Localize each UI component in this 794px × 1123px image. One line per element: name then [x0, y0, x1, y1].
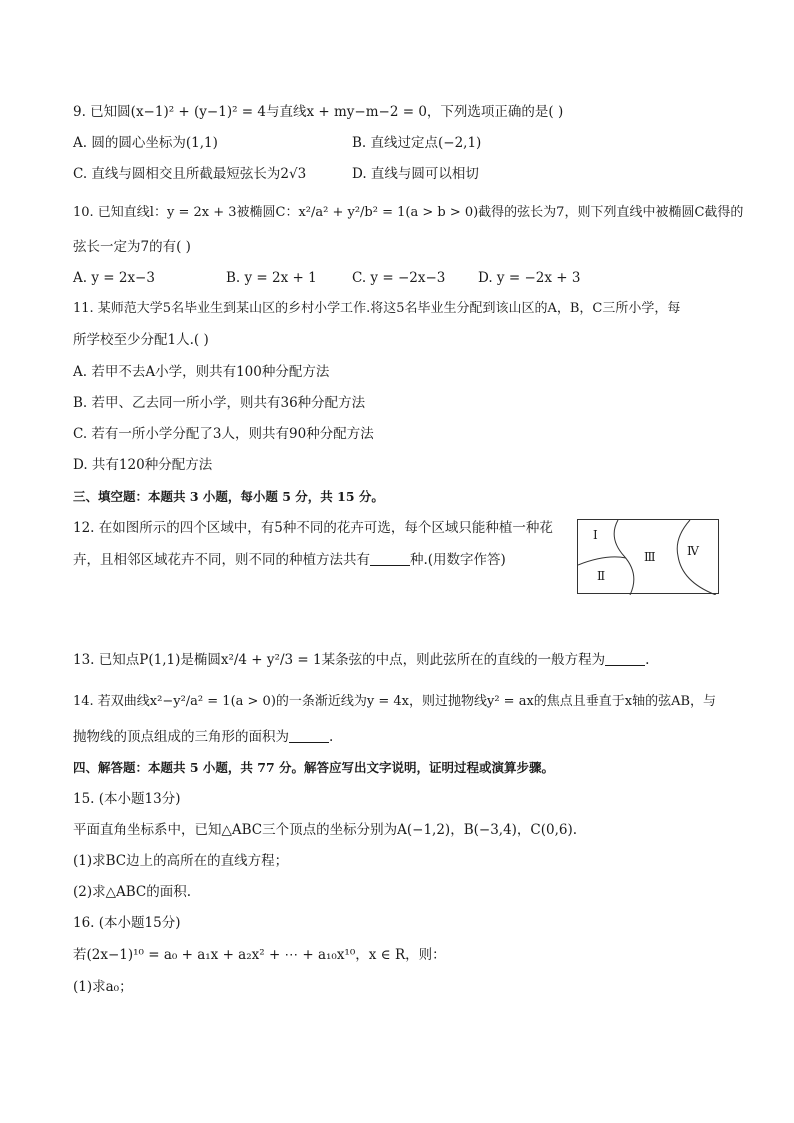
q11-stem-line1: 11. 某师范大学5名毕业生到某山区的乡村小学工作.将这5名毕业生分配到该山区的A，B，C三所小学，每 [73, 301, 681, 316]
q9-option-a: A. 圆的圆心坐标为(1,1) [73, 135, 218, 151]
q12-answer-blank [370, 551, 410, 566]
q15-part-1: (1)求BC边上的高所在的直线方程； [73, 853, 289, 869]
q11-option-b: B. 若甲、乙去同一所小学，则共有36种分配方法 [73, 395, 366, 411]
q10-option-c: C. y = −2x−3 [352, 270, 446, 286]
q11-option-c: C. 若有一所小学分配了3人，则共有90种分配方法 [73, 426, 374, 442]
region-label-1: Ⅰ [593, 528, 598, 542]
q11-stem-line2: 所学校至少分配1人.( ) [73, 332, 209, 348]
q10-option-d: D. y = −2x + 3 [478, 270, 581, 286]
q9-option-d: D. 直线与圆可以相切 [352, 166, 479, 182]
q10-option-a: A. y = 2x−3 [73, 270, 155, 286]
q15-part-2: (2)求△ABC的面积. [73, 884, 192, 900]
q15-title: 15. (本小题13分) [73, 791, 181, 807]
q11-option-a: A. 若甲不去A小学，则共有100种分配方法 [73, 364, 330, 380]
region-label-2: Ⅱ [597, 569, 606, 583]
q16-title: 16. (本小题15分) [73, 915, 181, 931]
section-3-heading: 三、填空题：本题共 3 小题，每小题 5 分，共 15 分。 [73, 489, 384, 504]
q10-stem-line1: 10. 已知直线l：y = 2x + 3被椭圆C：x²/a² + y²/b² = 1(a > b > 0)截得的弦长为7，则下列直线中被椭圆C截得的 [73, 205, 744, 220]
region-label-3: Ⅲ [644, 550, 656, 564]
q14-stem-text: 抛物线的顶点组成的三角形的面积为 [73, 729, 289, 745]
q14-stem-line2 [73, 727, 734, 747]
q12-region-figure [577, 519, 719, 594]
q10-stem-line2: 弦长一定为7的有( ) [73, 239, 191, 255]
q13-stem-text: 13. 已知点P(1,1)是椭圆x²/4 + y²/3 = 1某条弦的中点，则此弦所在的直线的一般方程为 [73, 652, 606, 668]
q12-stem-line2 [73, 550, 564, 570]
q13-stem [73, 650, 734, 670]
region-label-4: Ⅳ [687, 544, 699, 558]
q14-stem-line1: 14. 若双曲线x²−y²/a² = 1(a > 0)的一条渐近线为y = 4x，则过抛物线y² = ax的焦点且垂直于x轴的弦AB，与 [73, 694, 717, 709]
q9-option-b: B. 直线过定点(−2,1) [352, 135, 482, 151]
q16-part-1: (1)求a₀； [73, 979, 133, 995]
q11-option-d: D. 共有120种分配方法 [73, 457, 213, 473]
q9-stem: 9. 已知圆(x−1)² + (y−1)² = 4与直线x + my−m−2 = 0，下列选项正确的是( ) [73, 104, 564, 120]
q12-stem-text: 卉，且相邻区域花卉不同，则不同的种植方法共有 [73, 552, 370, 568]
q13-stem-tail: . [645, 652, 650, 668]
section-4-heading: 四、解答题：本题共 5 小题，共 77 分。解答应写出文字说明，证明过程或演算步骤。 [73, 760, 555, 775]
q12-stem-line1: 12. 在如图所示的四个区域中，有5种不同的花卉可选，每个区域只能种植一种花 [73, 520, 553, 536]
q12-stem-tail: 种.(用数字作答) [410, 552, 506, 568]
q9-option-c: C. 直线与圆相交且所截最短弦长为2√3 [73, 166, 307, 182]
q13-answer-blank [605, 651, 645, 666]
q14-stem-tail: . [329, 729, 334, 745]
q14-answer-blank [289, 728, 329, 743]
q10-option-b: B. y = 2x + 1 [226, 270, 317, 286]
q16-expansion: 若(2x−1)¹⁰ = a₀ + a₁x + a₂x² + ⋯ + a₁₀x¹⁰，x ∈ R，则： [73, 947, 446, 963]
q15-description: 平面直角坐标系中，已知△ABC三个顶点的坐标分别为A(−1,2)，B(−3,4)，C(0,6). [73, 822, 578, 838]
